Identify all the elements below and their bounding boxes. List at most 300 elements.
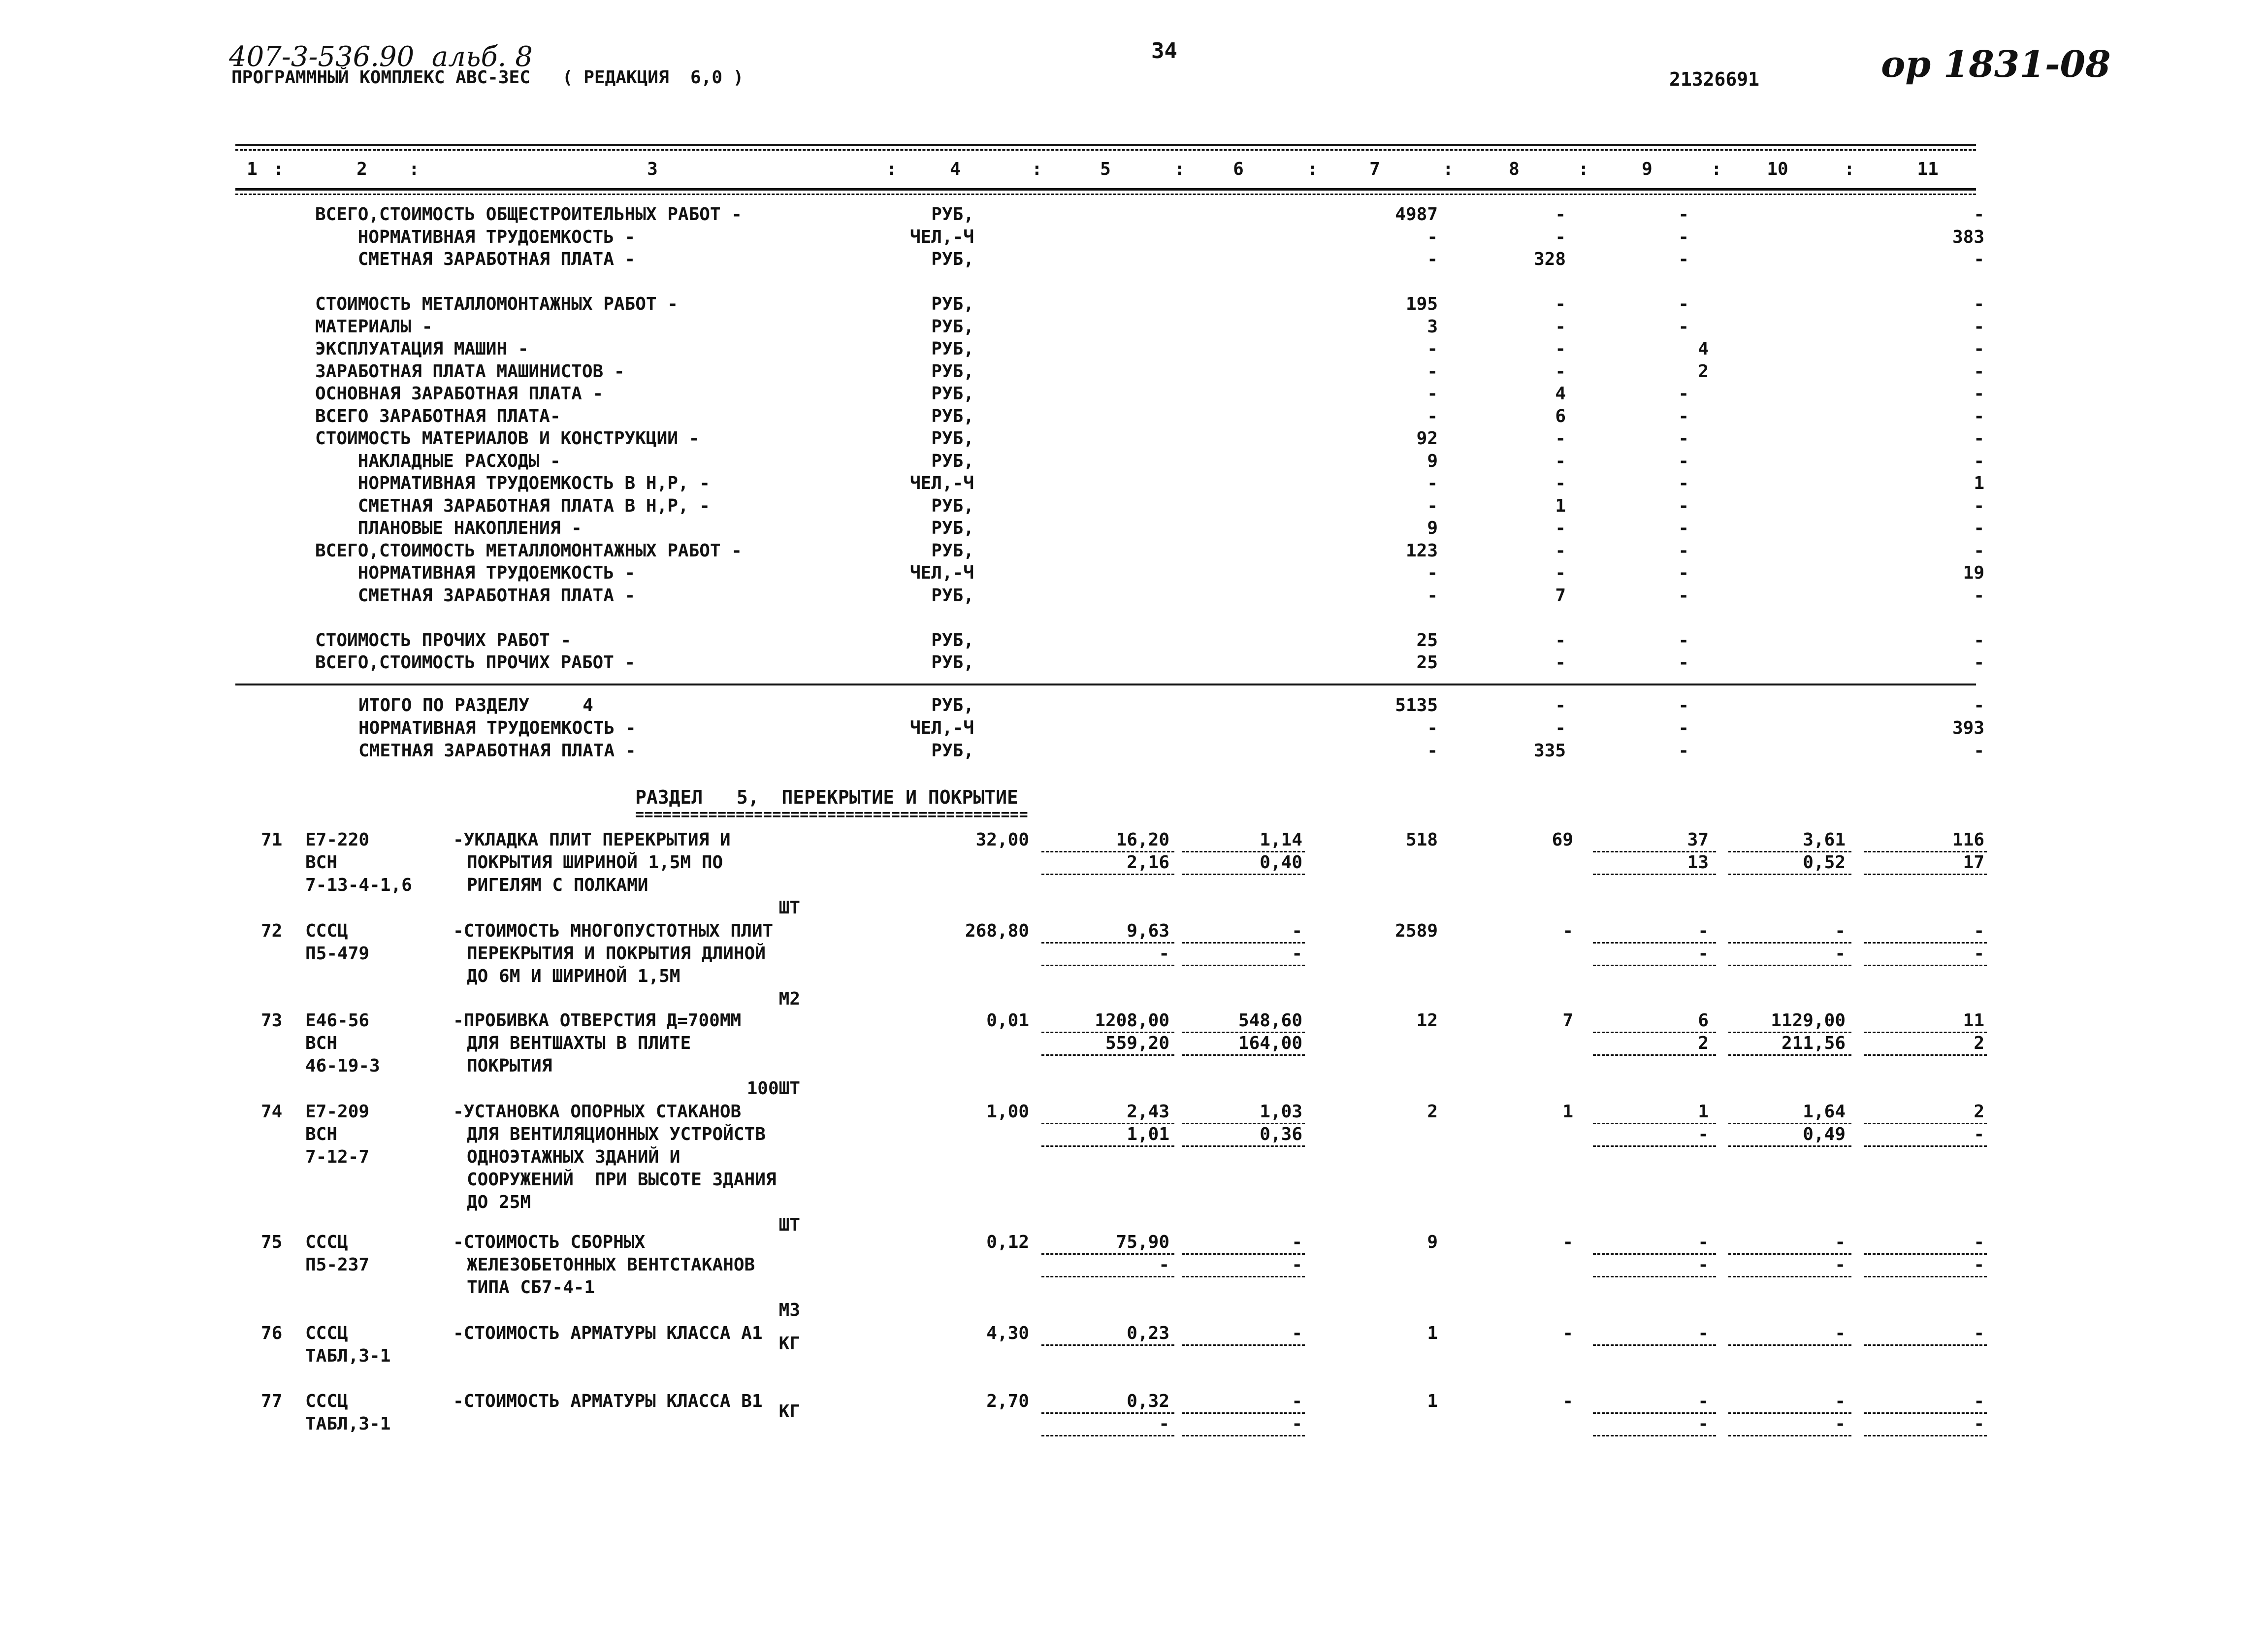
item-col6-second: - [1292,1255,1302,1275]
cell-underline [1864,965,1987,966]
item-col6-second: - [1292,1414,1302,1434]
summary-col7: 92 [1416,428,1438,449]
item-number: 75 [261,1232,283,1252]
summary-row-unit: РУБ, [931,249,974,269]
summary-row-unit: РУБ, [931,204,974,225]
item-code: Е46-56 [305,1010,370,1031]
summary-col9: - [1678,204,1689,225]
summary-row-unit: ЧЕЛ,-Ч [909,563,974,583]
item-col8: - [1562,1323,1573,1343]
item-number: 73 [261,1010,283,1031]
summary-row-label: ВСЕГО ЗАРАБОТНАЯ ПЛАТА- [315,406,561,426]
item-description: ОДНОЭТАЖНЫХ ЗДАНИЙ И [467,1147,680,1167]
total-row-label: ИТОГО ПО РАЗДЕЛУ 4 [358,695,593,716]
summary-col11: - [1974,585,1984,606]
item-number: 71 [261,830,283,850]
summary-col9: - [1678,428,1689,449]
cell-underline [1864,1412,1987,1414]
summary-row-label: СМЕТНАЯ ЗАРАБОТНАЯ ПЛАТА В Н,Р, - [315,495,710,516]
summary-col11: - [1974,630,1984,651]
summary-row-unit: РУБ, [931,361,974,382]
item-code: ТАБЛ,3-1 [305,1346,391,1366]
item-col6: 1,14 [1260,830,1302,850]
total-col11: - [1974,741,1984,761]
summary-row-label: ЗАРАБОТНАЯ ПЛАТА МАШИНИСТОВ - [315,361,625,382]
total-col9: - [1678,718,1689,738]
summary-col11: - [1974,518,1984,538]
item-col9: 37 [1687,830,1709,850]
cell-underline [1182,942,1305,944]
summary-col9: - [1678,406,1689,426]
cell-underline [1864,1253,1987,1255]
item-col11-second: - [1974,1255,1984,1275]
item-col5-second: 1,01 [1127,1124,1169,1144]
item-col10: - [1835,1323,1846,1343]
item-col10: - [1835,1391,1846,1411]
item-col10-second: - [1835,1255,1846,1275]
item-description: -СТОИМОСТЬ СБОРНЫХ [453,1232,646,1252]
summary-col7: - [1427,473,1438,493]
item-code: Е7-220 [305,830,370,850]
cell-underline [1728,1276,1851,1277]
cell-underline [1728,1253,1851,1255]
item-col10-second: - [1835,1414,1846,1434]
item-col7: 2 [1427,1102,1438,1122]
summary-row-label: НОРМАТИВНАЯ ТРУДОЕМКОСТЬ В Н,Р, - [315,473,710,493]
table-top-rule [235,144,1976,146]
summary-col9: - [1678,495,1689,516]
page-number: 34 [1151,38,1177,64]
item-unit: ШТ [778,898,800,918]
summary-col7: 9 [1427,451,1438,471]
column-header-2: 2 [356,159,367,179]
item-col6: - [1292,1391,1302,1411]
cell-underline [1593,1145,1716,1147]
section-divider [235,684,1976,685]
item-code: П5-479 [305,944,370,964]
summary-row-unit: РУБ, [931,630,974,651]
summary-row-label: СТОИМОСТЬ МАТЕРИАЛОВ И КОНСТРУКЦИИ - [315,428,700,449]
summary-row-label: СТОИМОСТЬ ПРОЧИХ РАБОТ - [315,630,572,651]
summary-col9: - [1678,518,1689,538]
summary-row-label: НОРМАТИВНАЯ ТРУДОЕМКОСТЬ - [315,227,636,247]
item-col5: 1208,00 [1095,1010,1169,1031]
summary-col11: - [1974,384,1984,404]
item-code: СССЦ [305,1323,348,1343]
cell-underline [1593,1344,1716,1346]
total-col7: - [1427,741,1438,761]
summary-col8: - [1555,630,1566,651]
item-description: РИГЕЛЯМ С ПОЛКАМИ [467,875,648,895]
item-col9-second: - [1698,1124,1709,1144]
summary-row-unit: РУБ, [931,585,974,606]
item-unit: КГ [778,1401,800,1422]
item-col9: - [1698,1391,1709,1411]
item-col7: 2589 [1395,921,1438,941]
column-separator: : [1032,159,1042,179]
item-col11-second: - [1974,1414,1984,1434]
cell-underline [1728,1412,1851,1414]
summary-col8: - [1555,428,1566,449]
summary-col11: 19 [1963,563,1984,583]
cell-underline [1864,1145,1987,1147]
item-col7: 9 [1427,1232,1438,1252]
column-separator: : [1578,159,1589,179]
summary-col11: - [1974,249,1984,269]
summary-col8: 7 [1555,585,1566,606]
summary-col7: - [1427,227,1438,247]
item-col5-second: 2,16 [1127,852,1169,873]
item-code: СССЦ [305,1391,348,1411]
item-col5-second: - [1159,1414,1169,1434]
total-row-unit: РУБ, [931,741,974,761]
item-description: ПЕРЕКРЫТИЯ И ПОКРЫТИЯ ДЛИНОЙ [467,944,766,964]
item-number: 72 [261,921,283,941]
column-separator: : [886,159,897,179]
cell-underline [1041,1145,1174,1147]
item-description: -УСТАНОВКА ОПОРНЫХ СТАКАНОВ [453,1102,742,1122]
summary-col7: 9 [1427,518,1438,538]
summary-row-label: ВСЕГО,СТОИМОСТЬ ОБЩЕСТРОИТЕЛЬНЫХ РАБОТ - [315,204,742,225]
item-col5: 0,23 [1127,1323,1169,1343]
cell-underline [1728,1054,1851,1056]
item-col10: 3,61 [1803,830,1846,850]
summary-row-label: МАТЕРИАЛЫ - [315,316,433,337]
item-description: ДЛЯ ВЕНТШАХТЫ В ПЛИТЕ [467,1033,691,1053]
column-separator: : [409,159,420,179]
item-description: -ПРОБИВКА ОТВЕРСТИЯ Д=700ММ [453,1010,742,1031]
summary-col8: - [1555,540,1566,561]
item-col10-second: 0,49 [1803,1124,1846,1144]
summary-row-unit: ЧЕЛ,-Ч [909,473,974,493]
summary-col8: 4 [1555,384,1566,404]
cell-underline [1182,965,1305,966]
summary-col11: - [1974,361,1984,382]
total-col8: - [1555,695,1566,716]
item-code: ТАБЛ,3-1 [305,1414,391,1434]
column-separator: : [1844,159,1855,179]
item-unit: ШТ [778,1215,800,1235]
item-col7: 518 [1405,830,1438,850]
summary-col11: - [1974,540,1984,561]
handwritten-stamp: ор 1831-08 [1881,43,2111,86]
column-header-4: 4 [950,159,961,179]
cell-underline [1182,1412,1305,1414]
summary-row-label: СМЕТНАЯ ЗАРАБОТНАЯ ПЛАТА - [315,249,636,269]
item-col5-second: - [1159,944,1169,964]
item-number: 77 [261,1391,283,1411]
cell-underline [1728,874,1851,875]
section-title-rule: =========================================== [635,806,1029,823]
item-col10: - [1835,921,1846,941]
summary-col8: 328 [1533,249,1566,269]
cell-underline [1041,1344,1174,1346]
item-col10: 1129,00 [1771,1010,1846,1031]
item-col9-second: 13 [1687,852,1709,873]
item-col6-second: - [1292,944,1302,964]
item-col8: 7 [1562,1010,1573,1031]
item-col9-second: - [1698,1414,1709,1434]
summary-col9: - [1678,316,1689,337]
summary-col7: 123 [1405,540,1438,561]
item-col6-second: 164,00 [1238,1033,1302,1053]
summary-row-unit: РУБ, [931,495,974,516]
table-header-bottom-rule-dashed [235,194,1976,195]
item-col9: 1 [1698,1102,1709,1122]
summary-col7: 4987 [1395,204,1438,225]
column-header-9: 9 [1642,159,1652,179]
column-header-8: 8 [1509,159,1520,179]
summary-col11: - [1974,652,1984,673]
summary-row-unit: РУБ, [931,384,974,404]
summary-row-unit: РУБ, [931,294,974,314]
item-col11: - [1974,1323,1984,1343]
item-col5: 2,43 [1127,1102,1169,1122]
item-col8: 69 [1552,830,1573,850]
item-code: ВСН [305,1033,338,1053]
summary-row-unit: РУБ, [931,428,974,449]
summary-col11: - [1974,495,1984,516]
item-col6: - [1292,1323,1302,1343]
item-description: -СТОИМОСТЬ МНОГОПУСТОТНЫХ ПЛИТ [453,921,774,941]
summary-col7: 25 [1416,630,1438,651]
item-col9-second: - [1698,1255,1709,1275]
cell-underline [1864,942,1987,944]
summary-col8: - [1555,294,1566,314]
summary-row-unit: РУБ, [931,518,974,538]
summary-col9: - [1678,540,1689,561]
summary-col9: - [1678,451,1689,471]
cell-underline [1864,1435,1987,1436]
item-col10: 1,64 [1803,1102,1846,1122]
summary-col11: - [1974,339,1984,359]
cell-underline [1728,942,1851,944]
item-description: ПОКРЫТИЯ ШИРИНОЙ 1,5М ПО [467,852,723,873]
summary-row-unit: РУБ, [931,652,974,673]
item-col10-second: - [1835,944,1846,964]
item-col11: 11 [1963,1010,1984,1031]
summary-row-label: ЭКСПЛУАТАЦИЯ МАШИН - [315,339,529,359]
item-col6: - [1292,921,1302,941]
cell-underline [1864,1344,1987,1346]
summary-col10: 4 [1698,339,1709,359]
total-col7: 5135 [1395,695,1438,716]
summary-col8: - [1555,227,1566,247]
total-col8: - [1555,718,1566,738]
item-quantity: 1,00 [986,1102,1029,1122]
summary-col8: - [1555,339,1566,359]
item-col11: - [1974,1232,1984,1252]
summary-col11: - [1974,294,1984,314]
item-description: ДО 6М И ШИРИНОЙ 1,5М [467,966,680,986]
item-code: 46-19-3 [305,1056,380,1076]
cell-underline [1182,1276,1305,1277]
table-top-rule-dashed [235,149,1976,151]
item-code: Е7-209 [305,1102,370,1122]
column-header-3: 3 [647,159,658,179]
summary-col7: - [1427,563,1438,583]
summary-col8: - [1555,316,1566,337]
item-description: ДЛЯ ВЕНТИЛЯЦИОННЫХ УСТРОЙСТВ [467,1124,766,1144]
total-col9: - [1678,695,1689,716]
item-col10-second: 0,52 [1803,852,1846,873]
cell-underline [1864,1276,1987,1277]
cell-underline [1864,1123,1987,1124]
summary-row-label: ОСНОВНАЯ ЗАРАБОТНАЯ ПЛАТА - [315,384,604,404]
summary-row-label: НАКЛАДНЫЕ РАСХОДЫ - [315,451,561,471]
item-col8: - [1562,1391,1573,1411]
summary-col9: - [1678,249,1689,269]
item-col11-second: - [1974,1124,1984,1144]
column-separator: : [1174,159,1185,179]
total-col7: - [1427,718,1438,738]
summary-col8: - [1555,652,1566,673]
cell-underline [1593,1276,1716,1277]
summary-col9: - [1678,227,1689,247]
item-col5: 0,32 [1127,1391,1169,1411]
item-col8: - [1562,1232,1573,1252]
summary-col7: - [1427,585,1438,606]
summary-col8: 6 [1555,406,1566,426]
item-col5-second: 559,20 [1105,1033,1169,1053]
summary-col11: - [1974,451,1984,471]
item-col5: 75,90 [1116,1232,1169,1252]
section-title: РАЗДЕЛ 5, ПЕРЕКРЫТИЕ И ПОКРЫТИЕ [635,786,1018,808]
summary-col9: - [1678,630,1689,651]
summary-row-unit: РУБ, [931,406,974,426]
cell-underline [1182,1054,1305,1056]
summary-col8: - [1555,204,1566,225]
summary-col11: 383 [1952,227,1984,247]
total-col11: - [1974,695,1984,716]
item-quantity: 4,30 [986,1323,1029,1343]
item-col9: - [1698,921,1709,941]
cell-underline [1182,1253,1305,1255]
cell-underline [1041,1253,1174,1255]
summary-col7: - [1427,495,1438,516]
cell-underline [1728,1435,1851,1436]
cell-underline [1041,1435,1174,1436]
item-col11-second: 2 [1974,1033,1984,1053]
total-row-unit: ЧЕЛ,-Ч [909,718,974,738]
item-col6: 548,60 [1238,1010,1302,1031]
column-separator: : [1307,159,1318,179]
item-description: ЖЕЛЕЗОБЕТОННЫХ ВЕНТСТАКАНОВ [467,1255,755,1275]
total-row-label: НОРМАТИВНАЯ ТРУДОЕМКОСТЬ - [358,718,636,738]
item-col8: - [1562,921,1573,941]
summary-row-unit: РУБ, [931,339,974,359]
item-quantity: 32,00 [975,830,1029,850]
summary-col7: - [1427,339,1438,359]
summary-col7: - [1427,406,1438,426]
item-quantity: 0,01 [986,1010,1029,1031]
item-col6: - [1292,1232,1302,1252]
summary-col7: - [1427,361,1438,382]
cell-underline [1041,942,1174,944]
summary-col7: 195 [1405,294,1438,314]
cell-underline [1041,965,1174,966]
item-col5-second: - [1159,1255,1169,1275]
item-col7: 1 [1427,1323,1438,1343]
summary-col11: - [1974,406,1984,426]
table-header-bottom-rule [235,188,1976,191]
cell-underline [1182,1435,1305,1436]
item-col9-second: 2 [1698,1033,1709,1053]
cell-underline [1728,1145,1851,1147]
item-col9: - [1698,1232,1709,1252]
item-col10: - [1835,1232,1846,1252]
summary-col8: 1 [1555,495,1566,516]
total-row-label: СМЕТНАЯ ЗАРАБОТНАЯ ПЛАТА - [358,741,636,761]
summary-col11: - [1974,316,1984,337]
cell-underline [1593,874,1716,875]
summary-col9: - [1678,563,1689,583]
item-description: -СТОИМОСТЬ АРМАТУРЫ КЛАССА В1 [453,1391,763,1411]
item-col5: 16,20 [1116,830,1169,850]
item-code: СССЦ [305,921,348,941]
summary-row-label: НОРМАТИВНАЯ ТРУДОЕМКОСТЬ - [315,563,636,583]
summary-row-label: СТОИМОСТЬ МЕТАЛЛОМОНТАЖНЫХ РАБОТ - [315,294,678,314]
item-col11: - [1974,1391,1984,1411]
item-description: -СТОИМОСТЬ АРМАТУРЫ КЛАССА А1 [453,1323,763,1343]
item-col7: 12 [1416,1010,1438,1031]
summary-row-label: ВСЕГО,СТОИМОСТЬ ПРОЧИХ РАБОТ - [315,652,636,673]
cell-underline [1041,1054,1174,1056]
summary-col8: - [1555,563,1566,583]
summary-col9: - [1678,473,1689,493]
summary-row-unit: РУБ, [931,316,974,337]
summary-col11: 1 [1974,473,1984,493]
summary-col8: - [1555,451,1566,471]
cell-underline [1182,874,1305,875]
item-col11: 116 [1952,830,1984,850]
column-header-6: 6 [1233,159,1244,179]
cell-underline [1728,1344,1851,1346]
summary-row-label: СМЕТНАЯ ЗАРАБОТНАЯ ПЛАТА - [315,585,636,606]
item-code: 7-12-7 [305,1147,370,1167]
column-separator: : [1711,159,1722,179]
item-col9-second: - [1698,944,1709,964]
item-col5: 9,63 [1127,921,1169,941]
cell-underline [1593,1054,1716,1056]
cell-underline [1182,1344,1305,1346]
column-header-7: 7 [1369,159,1380,179]
item-unit: М3 [778,1300,800,1320]
cell-underline [1593,965,1716,966]
summary-col7: - [1427,384,1438,404]
document-number: 21326691 [1669,68,1760,90]
summary-col9: - [1678,384,1689,404]
summary-row-unit: РУБ, [931,540,974,561]
item-code: П5-237 [305,1255,370,1275]
item-description: ТИПА СБ7-4-1 [467,1277,595,1298]
summary-col11: - [1974,428,1984,449]
item-col8: 1 [1562,1102,1573,1122]
summary-col8: - [1555,473,1566,493]
total-col9: - [1678,741,1689,761]
item-description: ПОКРЫТИЯ [467,1056,552,1076]
item-quantity: 0,12 [986,1232,1029,1252]
item-code: СССЦ [305,1232,348,1252]
cell-underline [1041,874,1174,875]
item-col9: - [1698,1323,1709,1343]
item-unit: 100ШТ [746,1078,800,1099]
item-code: ВСН [305,1124,338,1144]
item-col6: 1,03 [1260,1102,1302,1122]
cell-underline [1593,1435,1716,1436]
cell-underline [1864,874,1987,875]
handwritten-album-code: 407-3-536.90 альб. 8 [229,41,533,73]
